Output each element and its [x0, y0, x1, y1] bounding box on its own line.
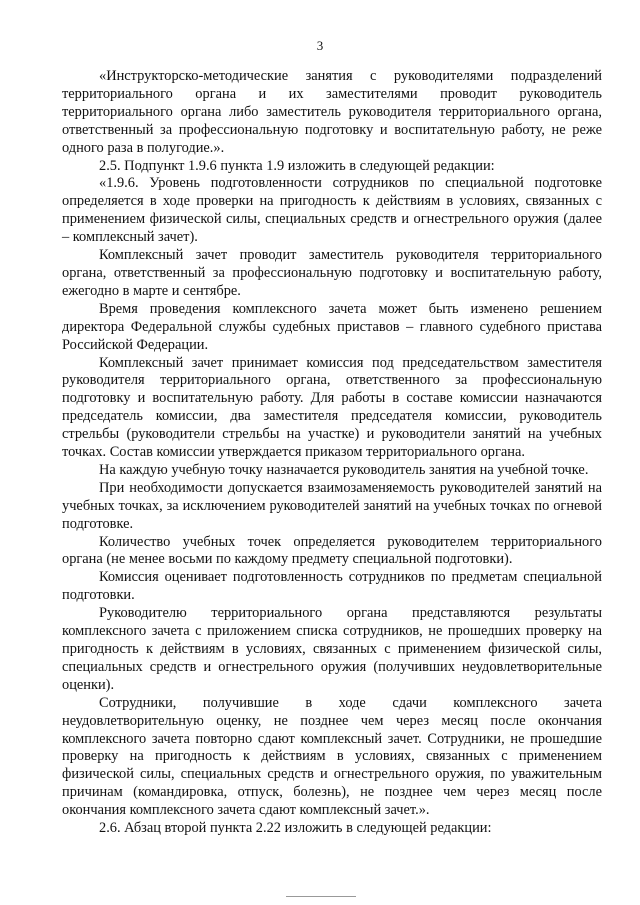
paragraph-item-2-6: 2.6. Абзац второй пункта 2.22 изложить в следующей редакции:	[99, 820, 492, 837]
paragraph-subitem-1-9-6: «1.9.6. Уровень подготовленности сотрудников по специальной подготовке определяется в ходе проверки на пригодность к действиям в условиях, связанных с применением физической силы, специальных средств и огнестрельного оружия (далее – комплексный зачет).	[62, 175, 602, 246]
paragraph-item-2-5: 2.5. Подпункт 1.9.6 пункта 1.9 изложить в следующей редакции:	[99, 157, 495, 174]
paragraph-commission: Комплексный зачет принимает комиссия под председательством заместителя руководителя территориального органа, ответственного за профессиональную подготовку и воспитательную работу. Для работы в составе комиссии назначаются председатель комиссии, два заместителя председателя комиссии, руководитель стрельбы (руководители стрельбы на участке) и руководители занятий на учебных точках. Состав комиссии утверждается приказом территориального органа.	[62, 354, 602, 461]
paragraph-results-submitted: Руководителю территориального органа представляются результаты комплексного зачета с приложением списка сотрудников, не прошедших проверку на пригодность к действиям в условиях, связанных с применением физической силы, специальных средств и огнестрельного оружия (получивших неудовлетворительные оценки).	[62, 605, 602, 693]
document-body	[62, 68, 602, 838]
paragraph-training-points-count: Количество учебных точек определяется руководителем территориального органа (не менее восьми по каждому предмету специальной подготовки).	[62, 533, 602, 568]
page-edge-mark	[286, 896, 356, 903]
paragraph-exam-conductor: Комплексный зачет проводит заместитель руководителя территориального органа, ответственный за профессиональную подготовку и воспитательную работу, ежегодно в марте и сентябре.	[62, 247, 602, 299]
paragraph-instructor-methodical: «Инструкторско-методические занятия с руководителями подразделений территориального органа и их заместителями проводит руководитель территориального органа либо заместитель руководителя территориального органа, ответственный за профессиональную подготовку и воспитательную работу, не реже одного раза в полугодие.».	[62, 68, 602, 156]
paragraph-interchangeability: При необходимости допускается взаимозаменяемость руководителей занятий на учебных точках, за исключением руководителей занятий на учебных точках по огневой подготовке.	[62, 479, 602, 532]
paragraph-commission-evaluates: Комиссия оценивает подготовленность сотрудников по предметам специальной подготовки.	[62, 569, 602, 604]
paragraph-exam-timing: Время проведения комплексного зачета может быть изменено решением директора Федеральной службы судебных приставов – главного судебного пристава Российской Федерации.	[62, 300, 602, 353]
paragraph-training-point-leader: На каждую учебную точку назначается руководитель занятия на учебной точке.	[99, 461, 589, 478]
page-number: 3	[316, 38, 324, 53]
paragraph-retake: Сотрудники, получившие в ходе сдачи комплексного зачета неудовлетворительную оценку, не позднее чем через месяц после окончания комплексного зачета повторно сдают комплексный зачет. Сотрудники, не прошедшие проверку на пригодность к действиям в условиях, связанных с применением физической силы, специальных средств и огнестрельного оружия, по уважительным причинам (командировка, отпуск, болезнь), не позднее чем через месяц после окончания комплексного зачета сдают комплексный зачет.».	[62, 694, 602, 819]
